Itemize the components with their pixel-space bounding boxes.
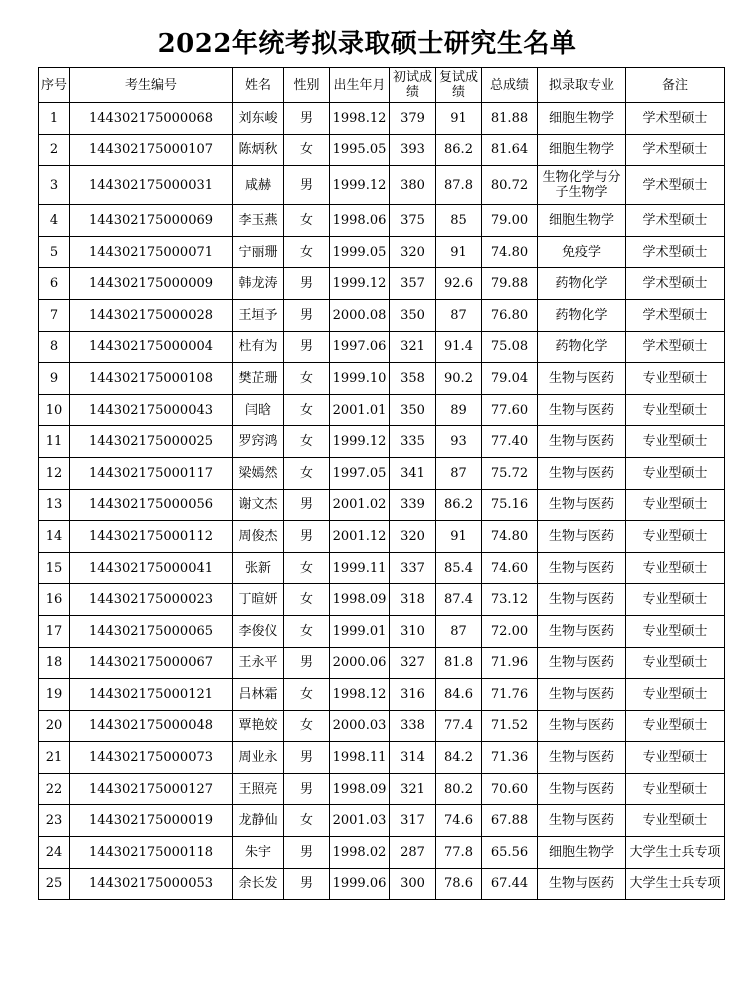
header-initial-score: 初试成绩 bbox=[390, 68, 436, 103]
cell-name: 梁嫣然 bbox=[233, 457, 284, 489]
cell-major: 生物与医药 bbox=[538, 363, 626, 395]
cell-birth-date: 1998.12 bbox=[330, 103, 390, 135]
cell-initial-score: 375 bbox=[390, 205, 436, 237]
cell-index: 7 bbox=[39, 299, 70, 331]
cell-remark: 专业型硕士 bbox=[626, 394, 725, 426]
cell-name: 朱宇 bbox=[233, 837, 284, 869]
cell-gender: 女 bbox=[284, 584, 330, 616]
cell-candidate-number: 144302175000041 bbox=[70, 552, 233, 584]
cell-major: 生物与医药 bbox=[538, 394, 626, 426]
cell-retest-score: 80.2 bbox=[436, 773, 482, 805]
cell-gender: 男 bbox=[284, 166, 330, 205]
table-row bbox=[39, 166, 725, 205]
cell-gender: 男 bbox=[284, 647, 330, 679]
cell-index: 11 bbox=[39, 426, 70, 458]
cell-candidate-number: 144302175000004 bbox=[70, 331, 233, 363]
table-row bbox=[39, 236, 725, 268]
table-row bbox=[39, 615, 725, 647]
cell-retest-score: 89 bbox=[436, 394, 482, 426]
cell-major: 生物与医药 bbox=[538, 426, 626, 458]
cell-total-score: 67.88 bbox=[482, 805, 538, 837]
cell-gender: 女 bbox=[284, 552, 330, 584]
cell-name: 咸赫 bbox=[233, 166, 284, 205]
document-title: 2022年统考拟录取硕士研究生名单 bbox=[157, 29, 577, 59]
table-row bbox=[39, 489, 725, 521]
cell-retest-score: 87 bbox=[436, 299, 482, 331]
cell-total-score: 74.80 bbox=[482, 521, 538, 553]
cell-remark: 学术型硕士 bbox=[626, 268, 725, 300]
cell-index: 2 bbox=[39, 134, 70, 166]
cell-retest-score: 87.8 bbox=[436, 166, 482, 205]
cell-remark: 专业型硕士 bbox=[626, 710, 725, 742]
cell-remark: 专业型硕士 bbox=[626, 805, 725, 837]
table-row bbox=[39, 742, 725, 774]
cell-major: 药物化学 bbox=[538, 331, 626, 363]
header-major: 拟录取专业 bbox=[538, 68, 626, 103]
cell-total-score: 81.88 bbox=[482, 103, 538, 135]
cell-initial-score: 350 bbox=[390, 394, 436, 426]
cell-candidate-number: 144302175000025 bbox=[70, 426, 233, 458]
cell-index: 19 bbox=[39, 679, 70, 711]
cell-name: 余长发 bbox=[233, 868, 284, 900]
cell-name: 覃艳姣 bbox=[233, 710, 284, 742]
cell-major: 生物与医药 bbox=[538, 805, 626, 837]
cell-candidate-number: 144302175000053 bbox=[70, 868, 233, 900]
header-birth-date: 出生年月 bbox=[330, 68, 390, 103]
cell-candidate-number: 144302175000067 bbox=[70, 647, 233, 679]
cell-major: 生物与医药 bbox=[538, 489, 626, 521]
cell-name: 王照亮 bbox=[233, 773, 284, 805]
cell-retest-score: 86.2 bbox=[436, 489, 482, 521]
cell-total-score: 81.64 bbox=[482, 134, 538, 166]
cell-index: 15 bbox=[39, 552, 70, 584]
cell-gender: 男 bbox=[284, 489, 330, 521]
header-candidate-number: 考生编号 bbox=[70, 68, 233, 103]
cell-index: 10 bbox=[39, 394, 70, 426]
cell-name: 张新 bbox=[233, 552, 284, 584]
cell-name: 丁暄妍 bbox=[233, 584, 284, 616]
cell-retest-score: 84.6 bbox=[436, 679, 482, 711]
cell-candidate-number: 144302175000023 bbox=[70, 584, 233, 616]
cell-total-score: 65.56 bbox=[482, 837, 538, 869]
cell-name: 王垣予 bbox=[233, 299, 284, 331]
table-row bbox=[39, 394, 725, 426]
cell-initial-score: 338 bbox=[390, 710, 436, 742]
cell-remark: 专业型硕士 bbox=[626, 363, 725, 395]
cell-candidate-number: 144302175000065 bbox=[70, 615, 233, 647]
cell-birth-date: 2000.03 bbox=[330, 710, 390, 742]
cell-index: 20 bbox=[39, 710, 70, 742]
cell-name: 谢文杰 bbox=[233, 489, 284, 521]
cell-name: 樊芷珊 bbox=[233, 363, 284, 395]
table-row bbox=[39, 584, 725, 616]
cell-total-score: 79.04 bbox=[482, 363, 538, 395]
cell-remark: 专业型硕士 bbox=[626, 679, 725, 711]
table-body bbox=[39, 103, 725, 900]
table-row bbox=[39, 331, 725, 363]
table-header-row bbox=[39, 68, 725, 103]
cell-birth-date: 1999.12 bbox=[330, 166, 390, 205]
cell-gender: 女 bbox=[284, 805, 330, 837]
cell-retest-score: 87 bbox=[436, 457, 482, 489]
cell-major: 生物与医药 bbox=[538, 679, 626, 711]
cell-major: 药物化学 bbox=[538, 299, 626, 331]
cell-initial-score: 321 bbox=[390, 773, 436, 805]
cell-initial-score: 357 bbox=[390, 268, 436, 300]
cell-index: 12 bbox=[39, 457, 70, 489]
header-retest-score: 复试成绩 bbox=[436, 68, 482, 103]
cell-total-score: 75.08 bbox=[482, 331, 538, 363]
cell-initial-score: 380 bbox=[390, 166, 436, 205]
cell-total-score: 75.72 bbox=[482, 457, 538, 489]
admission-table bbox=[38, 67, 725, 900]
cell-name: 李玉燕 bbox=[233, 205, 284, 237]
cell-retest-score: 91.4 bbox=[436, 331, 482, 363]
cell-gender: 男 bbox=[284, 868, 330, 900]
cell-gender: 男 bbox=[284, 103, 330, 135]
cell-name: 周俊杰 bbox=[233, 521, 284, 553]
cell-initial-score: 350 bbox=[390, 299, 436, 331]
cell-index: 6 bbox=[39, 268, 70, 300]
cell-gender: 女 bbox=[284, 363, 330, 395]
cell-total-score: 71.52 bbox=[482, 710, 538, 742]
cell-candidate-number: 144302175000031 bbox=[70, 166, 233, 205]
cell-major: 生物与医药 bbox=[538, 710, 626, 742]
cell-index: 13 bbox=[39, 489, 70, 521]
cell-index: 23 bbox=[39, 805, 70, 837]
table-row bbox=[39, 805, 725, 837]
cell-index: 17 bbox=[39, 615, 70, 647]
cell-birth-date: 2001.03 bbox=[330, 805, 390, 837]
cell-initial-score: 393 bbox=[390, 134, 436, 166]
cell-gender: 女 bbox=[284, 457, 330, 489]
cell-total-score: 77.40 bbox=[482, 426, 538, 458]
table-row bbox=[39, 363, 725, 395]
cell-initial-score: 314 bbox=[390, 742, 436, 774]
cell-retest-score: 87 bbox=[436, 615, 482, 647]
table-row bbox=[39, 268, 725, 300]
cell-index: 21 bbox=[39, 742, 70, 774]
cell-retest-score: 87.4 bbox=[436, 584, 482, 616]
cell-retest-score: 84.2 bbox=[436, 742, 482, 774]
cell-birth-date: 1999.06 bbox=[330, 868, 390, 900]
cell-retest-score: 85.4 bbox=[436, 552, 482, 584]
header-name: 姓名 bbox=[233, 68, 284, 103]
cell-initial-score: 318 bbox=[390, 584, 436, 616]
cell-index: 16 bbox=[39, 584, 70, 616]
cell-major: 细胞生物学 bbox=[538, 205, 626, 237]
cell-birth-date: 1999.11 bbox=[330, 552, 390, 584]
cell-name: 王永平 bbox=[233, 647, 284, 679]
cell-retest-score: 85 bbox=[436, 205, 482, 237]
cell-candidate-number: 144302175000069 bbox=[70, 205, 233, 237]
cell-major: 细胞生物学 bbox=[538, 103, 626, 135]
cell-major: 生物与医药 bbox=[538, 584, 626, 616]
cell-initial-score: 317 bbox=[390, 805, 436, 837]
cell-name: 李俊仪 bbox=[233, 615, 284, 647]
cell-name: 韩龙涛 bbox=[233, 268, 284, 300]
cell-name: 周业永 bbox=[233, 742, 284, 774]
cell-birth-date: 2001.02 bbox=[330, 489, 390, 521]
cell-candidate-number: 144302175000019 bbox=[70, 805, 233, 837]
cell-candidate-number: 144302175000118 bbox=[70, 837, 233, 869]
cell-birth-date: 1997.05 bbox=[330, 457, 390, 489]
cell-total-score: 80.72 bbox=[482, 166, 538, 205]
cell-candidate-number: 144302175000108 bbox=[70, 363, 233, 395]
cell-total-score: 71.96 bbox=[482, 647, 538, 679]
table-row bbox=[39, 868, 725, 900]
cell-remark: 专业型硕士 bbox=[626, 426, 725, 458]
cell-initial-score: 379 bbox=[390, 103, 436, 135]
cell-candidate-number: 144302175000112 bbox=[70, 521, 233, 553]
cell-retest-score: 91 bbox=[436, 103, 482, 135]
cell-gender: 男 bbox=[284, 299, 330, 331]
cell-remark: 学术型硕士 bbox=[626, 299, 725, 331]
cell-total-score: 71.36 bbox=[482, 742, 538, 774]
cell-total-score: 67.44 bbox=[482, 868, 538, 900]
cell-total-score: 75.16 bbox=[482, 489, 538, 521]
cell-remark: 专业型硕士 bbox=[626, 584, 725, 616]
cell-candidate-number: 144302175000127 bbox=[70, 773, 233, 805]
cell-total-score: 76.80 bbox=[482, 299, 538, 331]
cell-index: 9 bbox=[39, 363, 70, 395]
cell-remark: 专业型硕士 bbox=[626, 521, 725, 553]
cell-index: 18 bbox=[39, 647, 70, 679]
table-row bbox=[39, 521, 725, 553]
cell-total-score: 71.76 bbox=[482, 679, 538, 711]
cell-gender: 女 bbox=[284, 710, 330, 742]
cell-remark: 学术型硕士 bbox=[626, 134, 725, 166]
cell-birth-date: 2000.08 bbox=[330, 299, 390, 331]
cell-retest-score: 74.6 bbox=[436, 805, 482, 837]
cell-candidate-number: 144302175000056 bbox=[70, 489, 233, 521]
cell-candidate-number: 144302175000009 bbox=[70, 268, 233, 300]
cell-gender: 女 bbox=[284, 205, 330, 237]
cell-total-score: 79.00 bbox=[482, 205, 538, 237]
cell-candidate-number: 144302175000028 bbox=[70, 299, 233, 331]
cell-remark: 大学生士兵专项 bbox=[626, 837, 725, 869]
cell-major: 细胞生物学 bbox=[538, 837, 626, 869]
cell-name: 吕林霜 bbox=[233, 679, 284, 711]
cell-name: 龙静仙 bbox=[233, 805, 284, 837]
cell-major: 生物与医药 bbox=[538, 647, 626, 679]
cell-total-score: 79.88 bbox=[482, 268, 538, 300]
cell-initial-score: 337 bbox=[390, 552, 436, 584]
cell-birth-date: 1999.12 bbox=[330, 426, 390, 458]
cell-candidate-number: 144302175000121 bbox=[70, 679, 233, 711]
cell-index: 22 bbox=[39, 773, 70, 805]
cell-major: 细胞生物学 bbox=[538, 134, 626, 166]
table-row bbox=[39, 299, 725, 331]
cell-name: 杜有为 bbox=[233, 331, 284, 363]
table-row bbox=[39, 837, 725, 869]
cell-remark: 专业型硕士 bbox=[626, 742, 725, 774]
cell-major: 生物与医药 bbox=[538, 615, 626, 647]
cell-candidate-number: 144302175000073 bbox=[70, 742, 233, 774]
cell-remark: 专业型硕士 bbox=[626, 457, 725, 489]
cell-gender: 女 bbox=[284, 236, 330, 268]
cell-remark: 专业型硕士 bbox=[626, 615, 725, 647]
table-row bbox=[39, 205, 725, 237]
cell-major: 生物化学与分子生物学 bbox=[538, 166, 626, 205]
cell-initial-score: 287 bbox=[390, 837, 436, 869]
cell-gender: 女 bbox=[284, 679, 330, 711]
cell-index: 24 bbox=[39, 837, 70, 869]
table-row bbox=[39, 710, 725, 742]
cell-total-score: 74.60 bbox=[482, 552, 538, 584]
table-row bbox=[39, 773, 725, 805]
cell-candidate-number: 144302175000043 bbox=[70, 394, 233, 426]
cell-gender: 男 bbox=[284, 521, 330, 553]
cell-birth-date: 1999.10 bbox=[330, 363, 390, 395]
cell-total-score: 72.00 bbox=[482, 615, 538, 647]
cell-gender: 男 bbox=[284, 837, 330, 869]
cell-remark: 学术型硕士 bbox=[626, 166, 725, 205]
cell-major: 生物与医药 bbox=[538, 457, 626, 489]
cell-remark: 专业型硕士 bbox=[626, 489, 725, 521]
cell-birth-date: 1999.01 bbox=[330, 615, 390, 647]
cell-index: 14 bbox=[39, 521, 70, 553]
header-index: 序号 bbox=[39, 68, 70, 103]
cell-birth-date: 1999.05 bbox=[330, 236, 390, 268]
cell-remark: 学术型硕士 bbox=[626, 236, 725, 268]
cell-candidate-number: 144302175000048 bbox=[70, 710, 233, 742]
cell-candidate-number: 144302175000117 bbox=[70, 457, 233, 489]
cell-birth-date: 1998.11 bbox=[330, 742, 390, 774]
cell-remark: 学术型硕士 bbox=[626, 205, 725, 237]
cell-name: 闫晗 bbox=[233, 394, 284, 426]
cell-retest-score: 81.8 bbox=[436, 647, 482, 679]
cell-birth-date: 1999.12 bbox=[330, 268, 390, 300]
table-row bbox=[39, 552, 725, 584]
cell-retest-score: 93 bbox=[436, 426, 482, 458]
cell-initial-score: 327 bbox=[390, 647, 436, 679]
cell-gender: 女 bbox=[284, 394, 330, 426]
cell-gender: 女 bbox=[284, 615, 330, 647]
header-remark: 备注 bbox=[626, 68, 725, 103]
cell-total-score: 74.80 bbox=[482, 236, 538, 268]
cell-major: 生物与医药 bbox=[538, 552, 626, 584]
cell-candidate-number: 144302175000068 bbox=[70, 103, 233, 135]
cell-birth-date: 2001.12 bbox=[330, 521, 390, 553]
cell-index: 5 bbox=[39, 236, 70, 268]
cell-initial-score: 358 bbox=[390, 363, 436, 395]
cell-initial-score: 339 bbox=[390, 489, 436, 521]
cell-name: 刘东峻 bbox=[233, 103, 284, 135]
cell-index: 3 bbox=[39, 166, 70, 205]
cell-name: 宁丽珊 bbox=[233, 236, 284, 268]
cell-birth-date: 1998.09 bbox=[330, 773, 390, 805]
table-row bbox=[39, 103, 725, 135]
cell-initial-score: 335 bbox=[390, 426, 436, 458]
cell-total-score: 70.60 bbox=[482, 773, 538, 805]
cell-retest-score: 91 bbox=[436, 521, 482, 553]
cell-birth-date: 1998.09 bbox=[330, 584, 390, 616]
cell-initial-score: 321 bbox=[390, 331, 436, 363]
cell-initial-score: 320 bbox=[390, 521, 436, 553]
cell-gender: 女 bbox=[284, 426, 330, 458]
cell-initial-score: 310 bbox=[390, 615, 436, 647]
table-row bbox=[39, 679, 725, 711]
table-row bbox=[39, 426, 725, 458]
cell-remark: 学术型硕士 bbox=[626, 103, 725, 135]
cell-remark: 学术型硕士 bbox=[626, 331, 725, 363]
cell-initial-score: 320 bbox=[390, 236, 436, 268]
cell-major: 生物与医药 bbox=[538, 742, 626, 774]
cell-index: 4 bbox=[39, 205, 70, 237]
cell-retest-score: 77.8 bbox=[436, 837, 482, 869]
cell-initial-score: 300 bbox=[390, 868, 436, 900]
cell-birth-date: 1995.05 bbox=[330, 134, 390, 166]
table-row bbox=[39, 647, 725, 679]
cell-major: 药物化学 bbox=[538, 268, 626, 300]
cell-retest-score: 86.2 bbox=[436, 134, 482, 166]
cell-birth-date: 1998.12 bbox=[330, 679, 390, 711]
cell-index: 25 bbox=[39, 868, 70, 900]
cell-birth-date: 1997.06 bbox=[330, 331, 390, 363]
cell-gender: 男 bbox=[284, 742, 330, 774]
cell-gender: 男 bbox=[284, 268, 330, 300]
cell-major: 生物与医药 bbox=[538, 868, 626, 900]
header-total-score: 总成绩 bbox=[482, 68, 538, 103]
cell-remark: 专业型硕士 bbox=[626, 773, 725, 805]
header-gender: 性别 bbox=[284, 68, 330, 103]
cell-major: 免疫学 bbox=[538, 236, 626, 268]
cell-initial-score: 341 bbox=[390, 457, 436, 489]
table-row bbox=[39, 457, 725, 489]
cell-retest-score: 78.6 bbox=[436, 868, 482, 900]
cell-birth-date: 2001.01 bbox=[330, 394, 390, 426]
cell-candidate-number: 144302175000107 bbox=[70, 134, 233, 166]
cell-remark: 专业型硕士 bbox=[626, 552, 725, 584]
cell-remark: 专业型硕士 bbox=[626, 647, 725, 679]
cell-retest-score: 77.4 bbox=[436, 710, 482, 742]
cell-index: 8 bbox=[39, 331, 70, 363]
cell-initial-score: 316 bbox=[390, 679, 436, 711]
cell-index: 1 bbox=[39, 103, 70, 135]
cell-gender: 男 bbox=[284, 773, 330, 805]
cell-birth-date: 1998.06 bbox=[330, 205, 390, 237]
cell-gender: 男 bbox=[284, 331, 330, 363]
cell-retest-score: 92.6 bbox=[436, 268, 482, 300]
cell-candidate-number: 144302175000071 bbox=[70, 236, 233, 268]
cell-total-score: 77.60 bbox=[482, 394, 538, 426]
table-row bbox=[39, 134, 725, 166]
cell-birth-date: 2000.06 bbox=[330, 647, 390, 679]
cell-gender: 女 bbox=[284, 134, 330, 166]
cell-total-score: 73.12 bbox=[482, 584, 538, 616]
cell-retest-score: 90.2 bbox=[436, 363, 482, 395]
cell-major: 生物与医药 bbox=[538, 521, 626, 553]
cell-birth-date: 1998.02 bbox=[330, 837, 390, 869]
cell-retest-score: 91 bbox=[436, 236, 482, 268]
cell-remark: 大学生士兵专项 bbox=[626, 868, 725, 900]
cell-name: 罗窍鸿 bbox=[233, 426, 284, 458]
cell-major: 生物与医药 bbox=[538, 773, 626, 805]
cell-name: 陈炳秋 bbox=[233, 134, 284, 166]
